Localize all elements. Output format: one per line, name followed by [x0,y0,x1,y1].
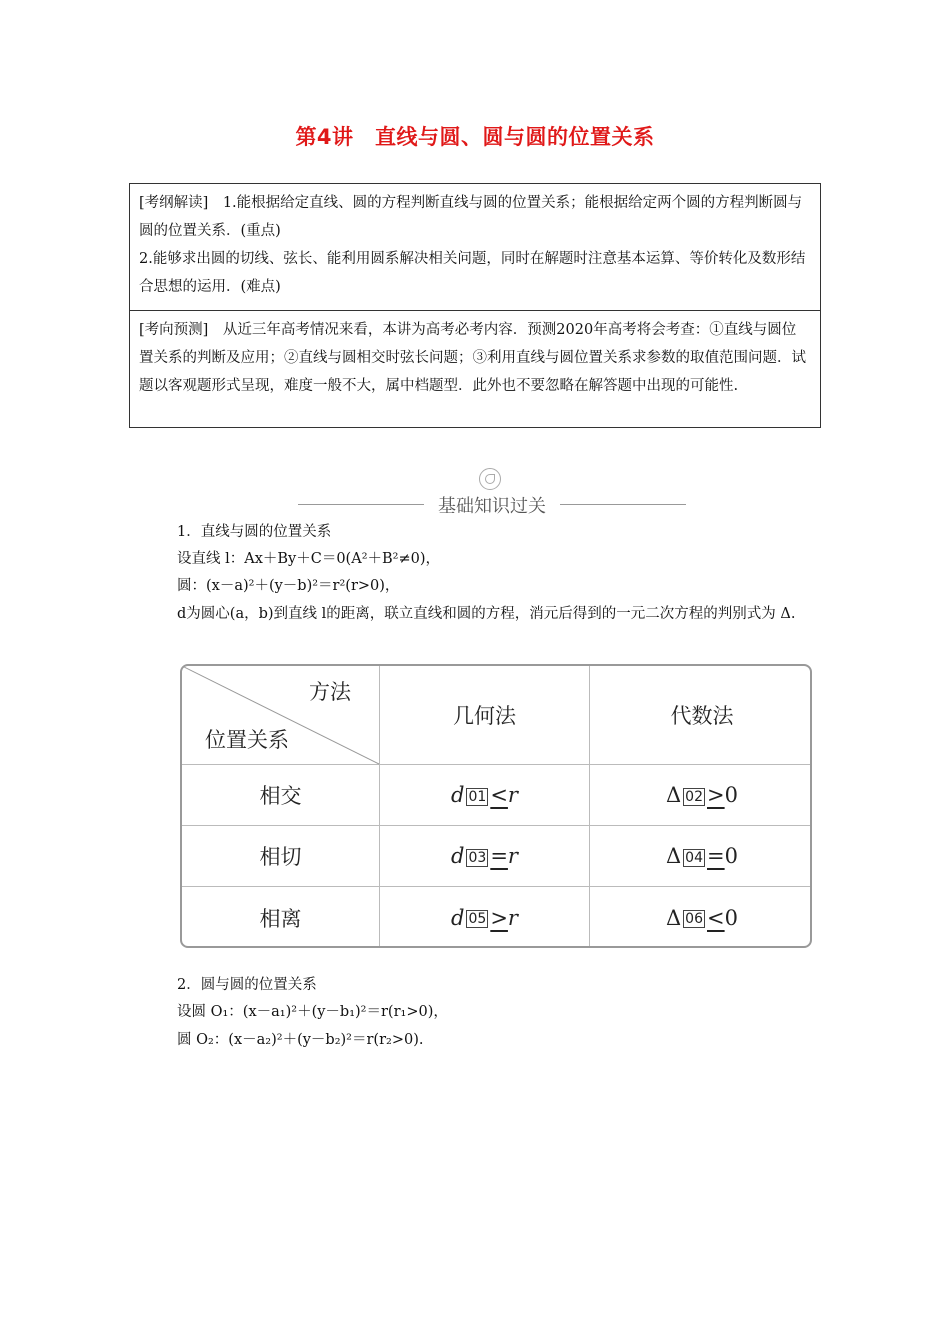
syllabus-box [129,183,821,311]
section2-heading: 2．圆与圆的位置关系 [177,977,317,993]
cell-geo-intersect [380,765,589,825]
alg-var: Δ [666,905,682,930]
geo-op: = [490,844,508,868]
cell-alg-tangent [590,826,812,886]
alg-var: Δ [666,783,682,807]
header-algebraic: 代数法 [670,704,734,728]
geo-var: d [451,844,465,868]
row-label-separate: 相离 [259,906,302,931]
section2-line1: 设圆 O₁：(x－a₁)²＋(y－b₁)²＝r(r₁>0)， [177,1004,448,1020]
syllabus-line-2: 2.能够求出圆的切线、弦长、能利用圆系解决相关问题，同时在解题时注意基本运算、等价转化及数形结合思想的运用．(难点) [139,251,806,295]
alg-var: Δ [666,844,682,868]
alg-rhs: 0 [724,905,738,930]
cell-alg-separate [590,887,812,948]
alg-op: = [707,844,725,868]
row-label-tangent: 相切 [259,845,302,869]
section1-line1: 设直线 l：Ax＋By＋C＝0(A²＋B²≠0)， [177,551,441,567]
alg-rhs: 0 [724,783,738,807]
section1-line2: 圆：(x－a)²＋(y－b)²＝r²(r>0)， [177,578,400,594]
section1-line3: d为圆心(a，b)到直线 l的距离，联立直线和圆的方程，消元后得到的一元二次方程的判别式为 Δ. [177,606,796,622]
alg-rhs: 0 [724,844,738,868]
shell-emblem-icon [479,468,501,490]
blank-number: 02 [685,788,703,805]
geo-var: d [451,905,465,930]
forecast-box [129,310,821,428]
section1-heading: 1．直线与圆的位置关系 [177,524,332,540]
geo-rhs: r [507,844,518,868]
position-table [180,664,812,948]
cell-geo-separate [380,887,589,948]
geo-var: d [451,783,465,807]
geo-op: < [490,783,508,807]
corner-bottom-label: 位置关系 [205,728,289,752]
blank-number: 01 [468,788,487,805]
cell-alg-intersect [590,765,812,825]
section2-line2: 圆 O₂：(x－a₂)²＋(y－b₂)²＝r(r₂>0). [177,1032,424,1048]
corner-top-label: 方法 [309,680,351,704]
page-title: 第4讲 直线与圆、圆与圆的位置关系 [295,125,655,149]
row-label-intersect: 相交 [259,784,302,808]
geo-rhs: r [507,905,518,930]
section-banner [298,466,686,520]
blank-number: 05 [468,911,487,927]
banner-label: 基础知识过关 [438,496,546,517]
syllabus-line-1: [考纲解读] 1.能根据给定直线、圆的方程判断直线与圆的位置关系；能根据给定两个圆的方程判断圆与圆的位置关系．(重点) [139,195,803,239]
alg-op: > [707,783,725,807]
cell-geo-tangent [380,826,589,886]
blank-number: 04 [685,849,703,866]
geo-rhs: r [507,783,518,807]
alg-op: < [707,905,725,930]
forecast-text: [考向预测] 从近三年高考情况来看，本讲为高考必考内容．预测2020年高考将会考查：①直线与圆位置关系的判断及应用；②直线与圆相交时弦长问题；③利用直线与圆位置关系求参数的取值范围问题．试题以客观题形式呈现，难度一般不大，属中档题型．此外也不要忽略在解答题中出现的可能性. [139,322,806,394]
blank-number: 06 [685,911,703,927]
header-geometric: 几何法 [453,704,516,728]
geo-op: > [490,905,508,930]
blank-number: 03 [468,849,487,866]
